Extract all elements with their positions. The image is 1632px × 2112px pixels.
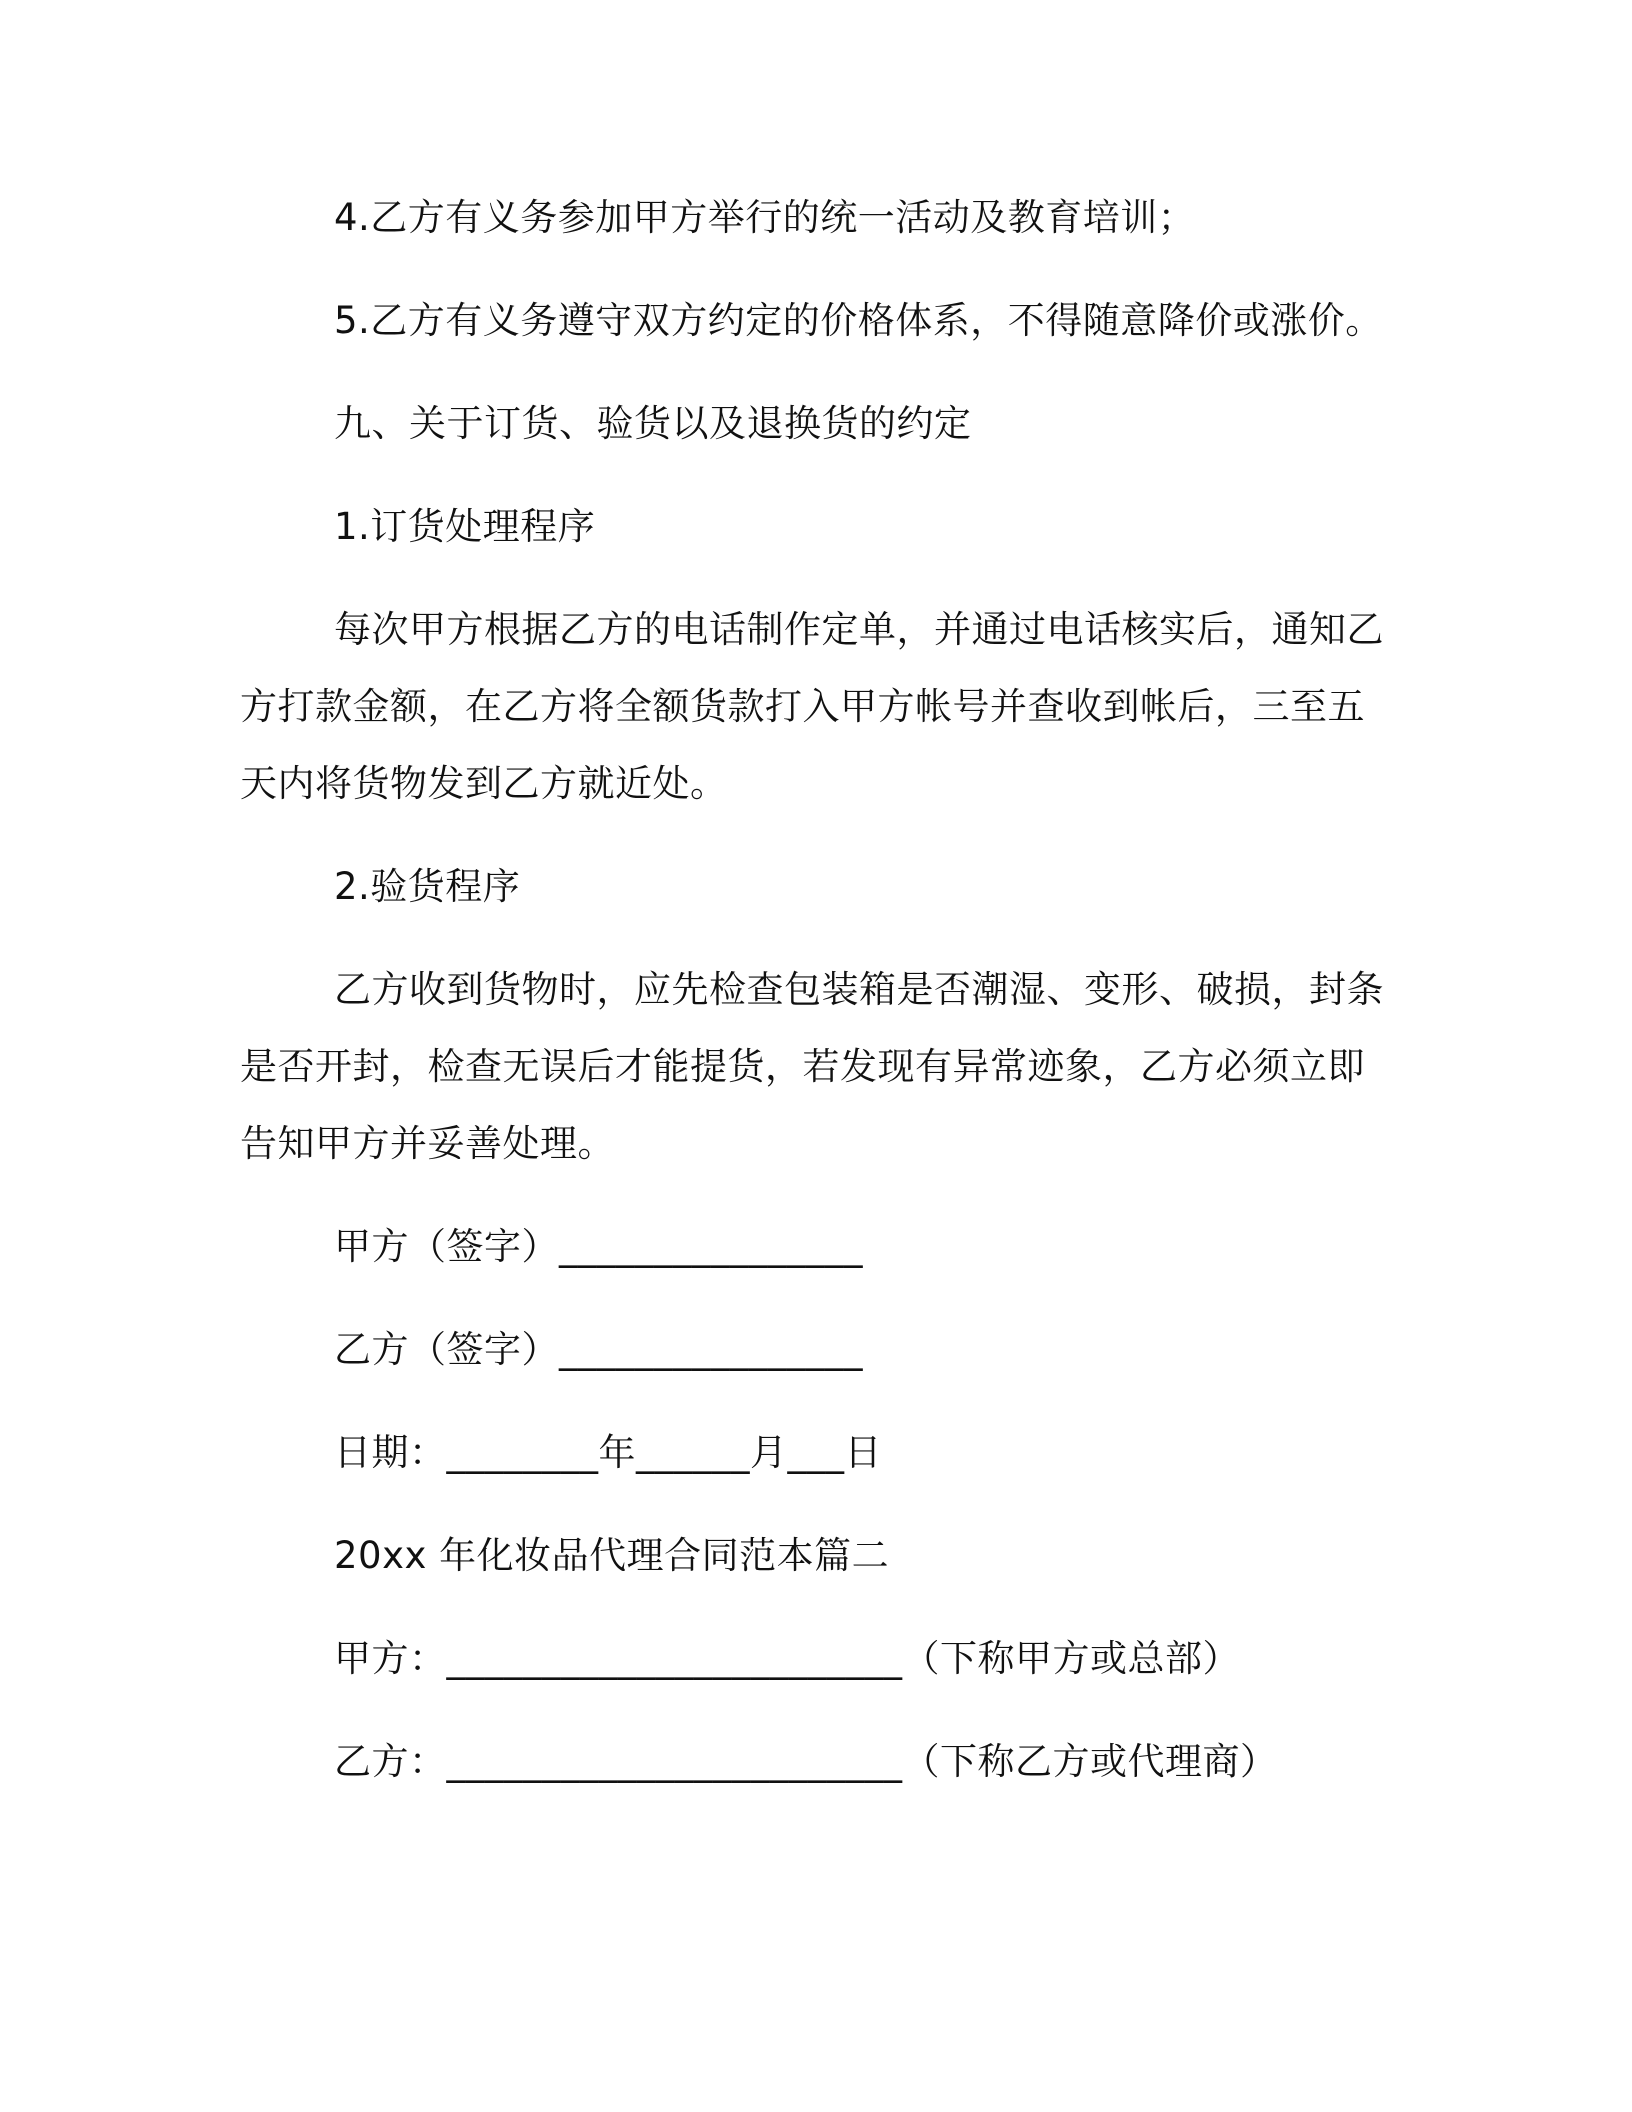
clause-4-text: 4.乙方有义务参加甲方举行的统一活动及教育培训； [334,196,1196,239]
section-9-heading: 九、关于订货、验货以及退换货的约定 [334,402,972,445]
ordering-paragraph-line-1: 每次甲方根据乙方的电话制作定单，并通过电话核实后，通知乙 [334,608,1384,651]
contract-title-part-two: 20xx 年化妆品代理合同范本篇二 [334,1534,890,1577]
clause-5-text: 5.乙方有义务遵守双方约定的价格体系，不得随意降价或涨价。 [334,299,1383,342]
inspection-paragraph-line-3: 告知甲方并妥善处理。 [240,1122,615,1165]
party-b-signature-line: 乙方（签字）________________ [334,1328,863,1371]
subheading-ordering-procedure: 1.订货处理程序 [334,505,596,548]
party-b-field-line: 乙方：________________________（下称乙方或代理商） [334,1740,1278,1783]
date-line: 日期：________年______月___日 [334,1431,882,1474]
party-a-signature-line: 甲方（签字）________________ [334,1225,863,1268]
subheading-inspection-procedure: 2.验货程序 [334,865,521,908]
inspection-paragraph-line-1: 乙方收到货物时，应先检查包装箱是否潮湿、变形、破损，封条 [334,968,1384,1011]
ordering-paragraph-line-3: 天内将货物发到乙方就近处。 [240,762,728,805]
ordering-paragraph-line-2: 方打款金额，在乙方将全额货款打入甲方帐号并查收到帐后，三至五 [240,685,1365,728]
inspection-paragraph-line-2: 是否开封，检查无误后才能提货，若发现有异常迹象，乙方必须立即 [240,1045,1365,1088]
party-a-field-line: 甲方：________________________（下称甲方或总部） [334,1637,1240,1680]
